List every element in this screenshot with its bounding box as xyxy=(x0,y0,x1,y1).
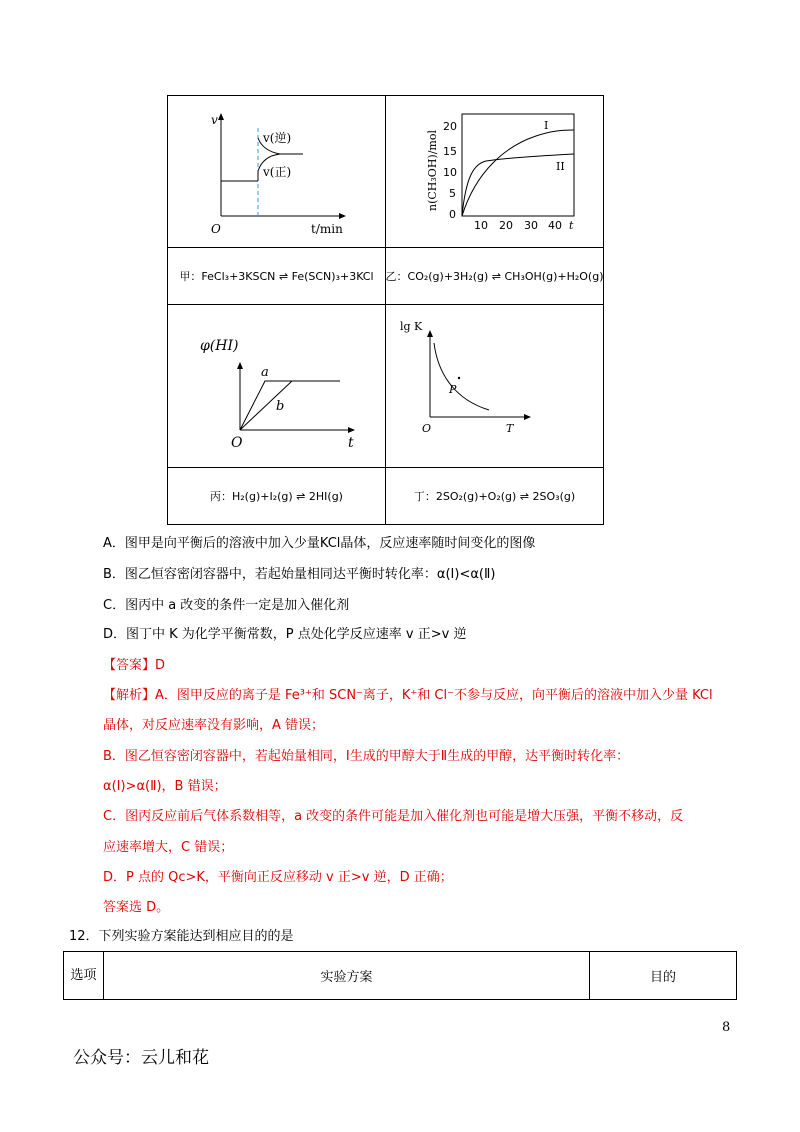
origin-label: O xyxy=(211,222,221,236)
option-b: B．图乙恒容密闭容器中，若起始量相同达平衡时转化率：α(Ⅰ)<α(Ⅱ) xyxy=(103,567,496,582)
answer: 【答案】D xyxy=(103,658,166,673)
q12-header-goal: 目的 xyxy=(649,970,676,985)
axis-v-label: v xyxy=(211,113,218,127)
graph-bing-cell xyxy=(167,304,386,468)
option-c: C．图丙中 a 改变的条件一定是加入催化剂 xyxy=(103,598,350,613)
analysis-line-2: 晶体，对反应速率没有影响，A 错误； xyxy=(103,718,325,733)
q12-header-option xyxy=(64,952,104,999)
analysis-line-6: 应速率增大，C 错误； xyxy=(103,840,234,855)
eq-yi: 乙：CO₂(g)+3H₂(g) ⇌ CH₃OH(g)+H₂O(g) xyxy=(385,270,604,283)
eq-bing: 丙：H₂(g)+I₂(g) ⇌ 2HI(g) xyxy=(210,490,343,503)
graph-jia-cell xyxy=(167,95,386,248)
graph-bing xyxy=(168,305,385,467)
eq-jia: 甲：FeCl₃+3KSCN ⇌ Fe(SCN)₃+3KCl xyxy=(179,270,374,283)
curve-a-label: a xyxy=(261,365,269,380)
q12-table xyxy=(63,951,737,1000)
figure-table xyxy=(167,95,604,525)
curve-II-label: II xyxy=(556,160,565,173)
origin-label: O xyxy=(231,435,243,451)
option-a: A．图甲是向平衡后的溶液中加入少量KCl晶体，反应速率随时间变化的图像 xyxy=(103,536,536,551)
xtick-20: 20 xyxy=(499,219,513,232)
axis-y-label: φ(HI) xyxy=(200,338,239,354)
graph-ding xyxy=(386,305,603,467)
graph-jia xyxy=(168,96,385,247)
origin-label: O xyxy=(422,422,432,435)
axis-y-label: lg K xyxy=(400,320,423,333)
eq-bing-cell xyxy=(167,467,386,525)
analysis-line-1: 【解析】A．图甲反应的离子是 Fe³⁺和 SCN⁻离子，K⁺和 Cl⁻不参与反应，向平衡后的溶液中加入少量 KCl xyxy=(103,688,713,703)
q12-stem: 12．下列实验方案能达到相应目的的是 xyxy=(69,929,294,944)
axis-t-label: t/min xyxy=(311,222,343,236)
analysis-line-7: D．P 点的 Qc>K，平衡向正反应移动 v 正>v 逆，D 正确； xyxy=(103,870,453,885)
graph-ding-cell xyxy=(385,304,604,468)
graph-yi-cell xyxy=(385,95,604,248)
analysis-line-4: α(Ⅰ)>α(Ⅱ)，B 错误； xyxy=(103,779,227,794)
curve-b-label: b xyxy=(276,399,285,414)
axis-y-label: n(CH₃OH)/mol xyxy=(426,130,439,211)
ytick-10: 10 xyxy=(443,166,457,179)
axis-t-label: t xyxy=(569,219,574,232)
v-zheng-label: v(正) xyxy=(263,165,292,179)
v-ni-label: v(逆) xyxy=(263,131,292,145)
ytick-0: 0 xyxy=(449,208,456,221)
q12-header-plan: 实验方案 xyxy=(104,952,590,999)
curve-I-label: I xyxy=(544,119,549,132)
ytick-15: 15 xyxy=(443,145,457,158)
graph-yi xyxy=(386,96,603,247)
option-d: D．图丁中 K 为化学平衡常数，P 点处化学反应速率 v 正>v 逆 xyxy=(103,627,467,642)
axis-t-label: t xyxy=(348,435,354,451)
ytick-20: 20 xyxy=(443,120,457,133)
xtick-40: 40 xyxy=(548,219,562,232)
page-number: 8 xyxy=(722,1020,731,1035)
eq-ding-cell xyxy=(385,467,604,525)
xtick-10: 10 xyxy=(474,219,488,232)
eq-ding: 丁：2SO₂(g)+O₂(g) ⇌ 2SO₃(g) xyxy=(413,490,576,503)
ytick-5: 5 xyxy=(449,187,456,200)
footer-wechat: 公众号：云儿和花 xyxy=(73,1048,209,1068)
analysis-line-3: B．图乙恒容密闭容器中，若起始量相同，Ⅰ生成的甲醇大于Ⅱ生成的甲醇，达平衡时转化率： xyxy=(103,749,630,764)
xtick-30: 30 xyxy=(524,219,538,232)
eq-yi-cell xyxy=(385,247,604,305)
axis-T-label: T xyxy=(506,422,514,435)
q12-header-option-text: 选项 xyxy=(70,967,97,983)
analysis-line-8: 答案选 D。 xyxy=(103,900,170,915)
point-P-label: P xyxy=(449,383,457,396)
eq-jia-cell xyxy=(167,247,386,305)
analysis-line-5: C．图丙反应前后气体系数相等，a 改变的条件可能是加入催化剂也可能是增大压强，平衡不移动，反 xyxy=(103,809,684,824)
